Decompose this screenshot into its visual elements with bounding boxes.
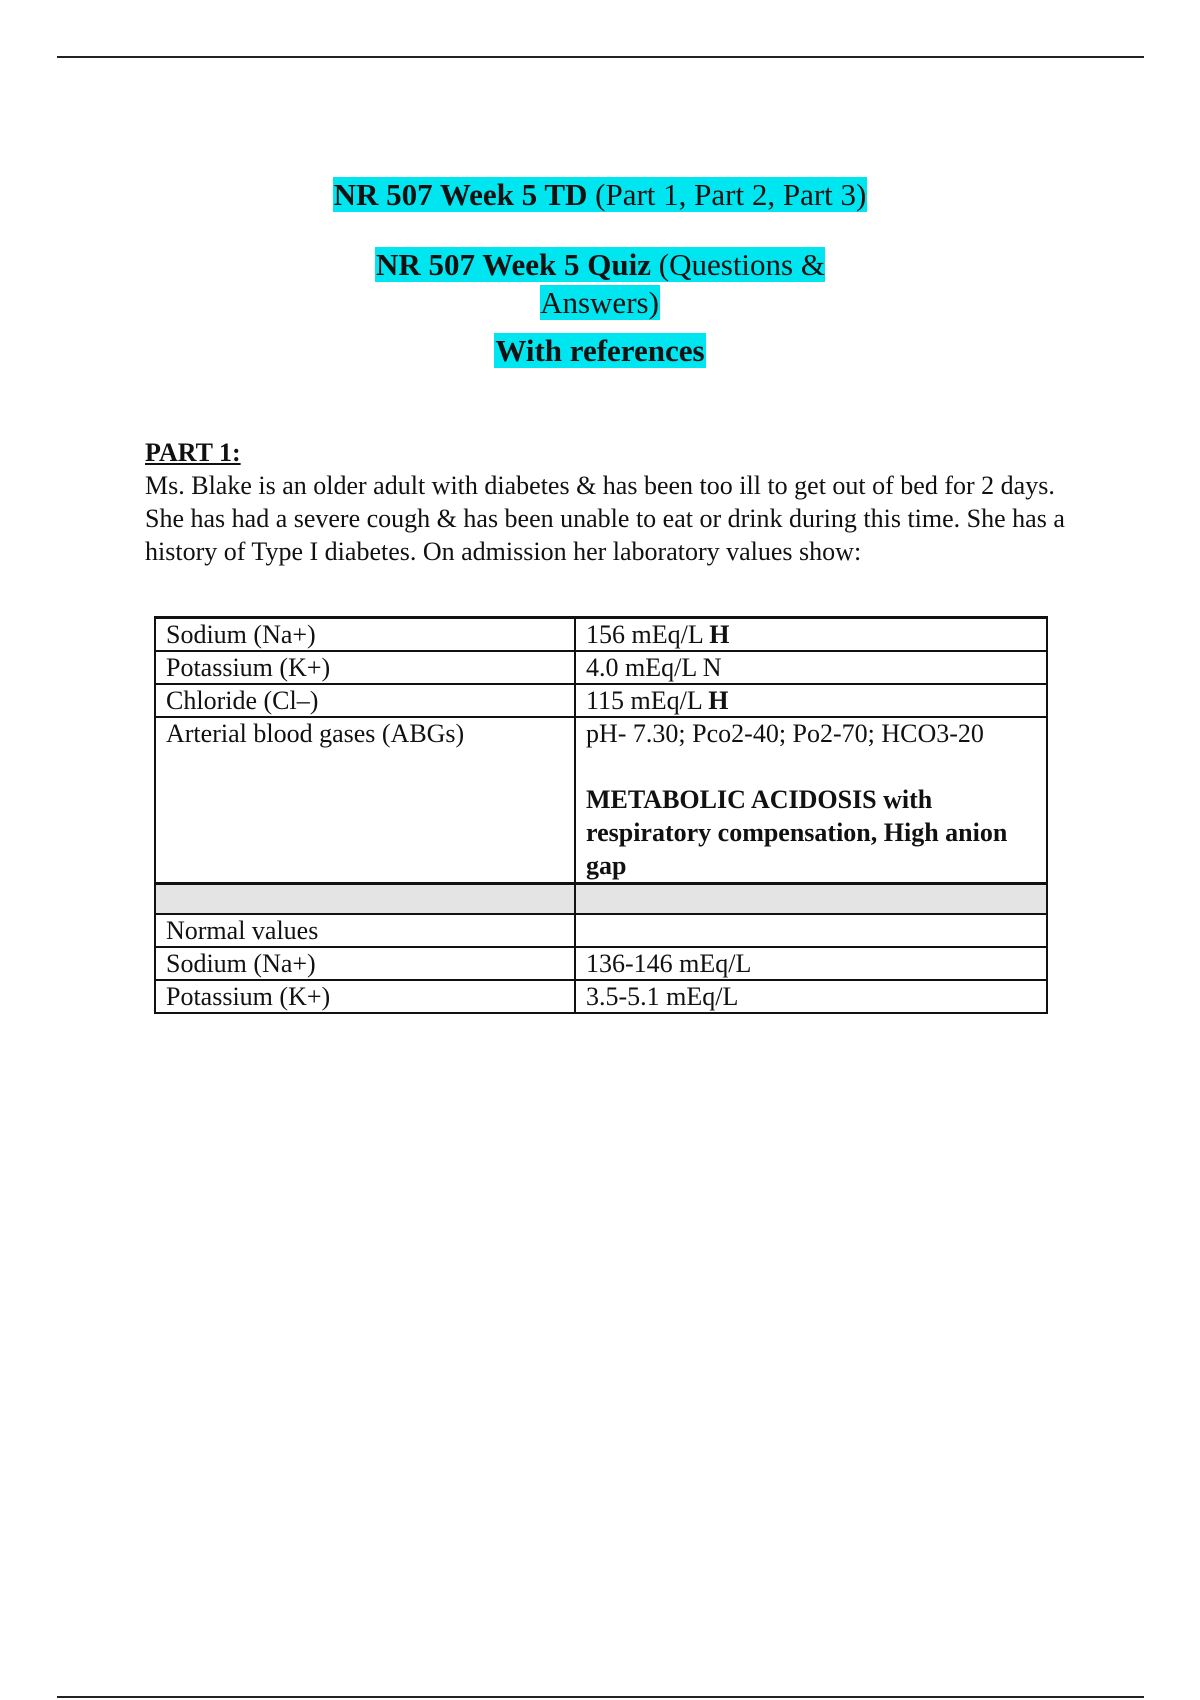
table-row	[155, 914, 1047, 947]
normal-values-header: Normal values	[155, 914, 575, 947]
lab-flag: H	[708, 686, 729, 715]
table-row	[155, 684, 1047, 717]
title-quiz	[360, 246, 840, 322]
lab-value	[575, 618, 1047, 652]
part-heading: PART 1:	[145, 438, 241, 467]
header-rule	[57, 56, 1144, 58]
lab-value-text: 4.0 mEq/L N	[586, 653, 722, 682]
abg-values: pH- 7.30; Pco2-40; Po2-70; HCO3-20	[586, 719, 984, 748]
normal-value: 136-146 mEq/L	[575, 947, 1047, 980]
footer-rule	[57, 1696, 1144, 1698]
lab-value-text: 115 mEq/L	[586, 686, 709, 715]
lab-values-table	[154, 616, 1048, 1014]
title-td-normal: (Part 1, Part 2, Part 3)	[587, 177, 867, 212]
title-td	[0, 176, 1200, 214]
case-description: Ms. Blake is an older adult with diabetes & has been too ill to get out of bed for 2 days. She has had a severe cough & has been unable to eat or drink during this time. She has a history of Type I diabetes. On admission her laboratory values show:	[145, 471, 1065, 566]
lab-value	[575, 717, 1047, 884]
table-row	[155, 947, 1047, 980]
normal-label: Potassium (K+)	[155, 980, 575, 1013]
lab-label: Chloride (Cl–)	[155, 684, 575, 717]
title-references	[0, 332, 1200, 370]
lab-flag: H	[709, 620, 730, 649]
normal-value: 3.5-5.1 mEq/L	[575, 980, 1047, 1013]
abg-interpretation: METABOLIC ACIDOSIS with respiratory compensation, High anion gap	[586, 785, 1008, 880]
table-row	[155, 618, 1047, 652]
document-titles	[0, 176, 1200, 370]
spacer-cell	[575, 884, 1047, 915]
table-row	[155, 980, 1047, 1013]
title-quiz-bold: NR 507 Week 5 Quiz	[376, 247, 652, 282]
empty-cell	[575, 914, 1047, 947]
lab-label: Arterial blood gases (ABGs)	[155, 717, 575, 884]
part-1-section	[145, 436, 1065, 568]
table-row	[155, 651, 1047, 684]
normal-label: Sodium (Na+)	[155, 947, 575, 980]
lab-value	[575, 651, 1047, 684]
title-quiz-normal: (Questions & Answers)	[540, 247, 825, 320]
lab-value-text: 156 mEq/L	[586, 620, 710, 649]
lab-label: Sodium (Na+)	[155, 618, 575, 652]
title-references-text: With references	[495, 333, 705, 368]
lab-value	[575, 684, 1047, 717]
lab-label: Potassium (K+)	[155, 651, 575, 684]
spacer-cell	[155, 884, 575, 915]
table-row	[155, 717, 1047, 884]
table-row-spacer	[155, 884, 1047, 915]
title-td-bold: NR 507 Week 5 TD	[333, 177, 588, 212]
